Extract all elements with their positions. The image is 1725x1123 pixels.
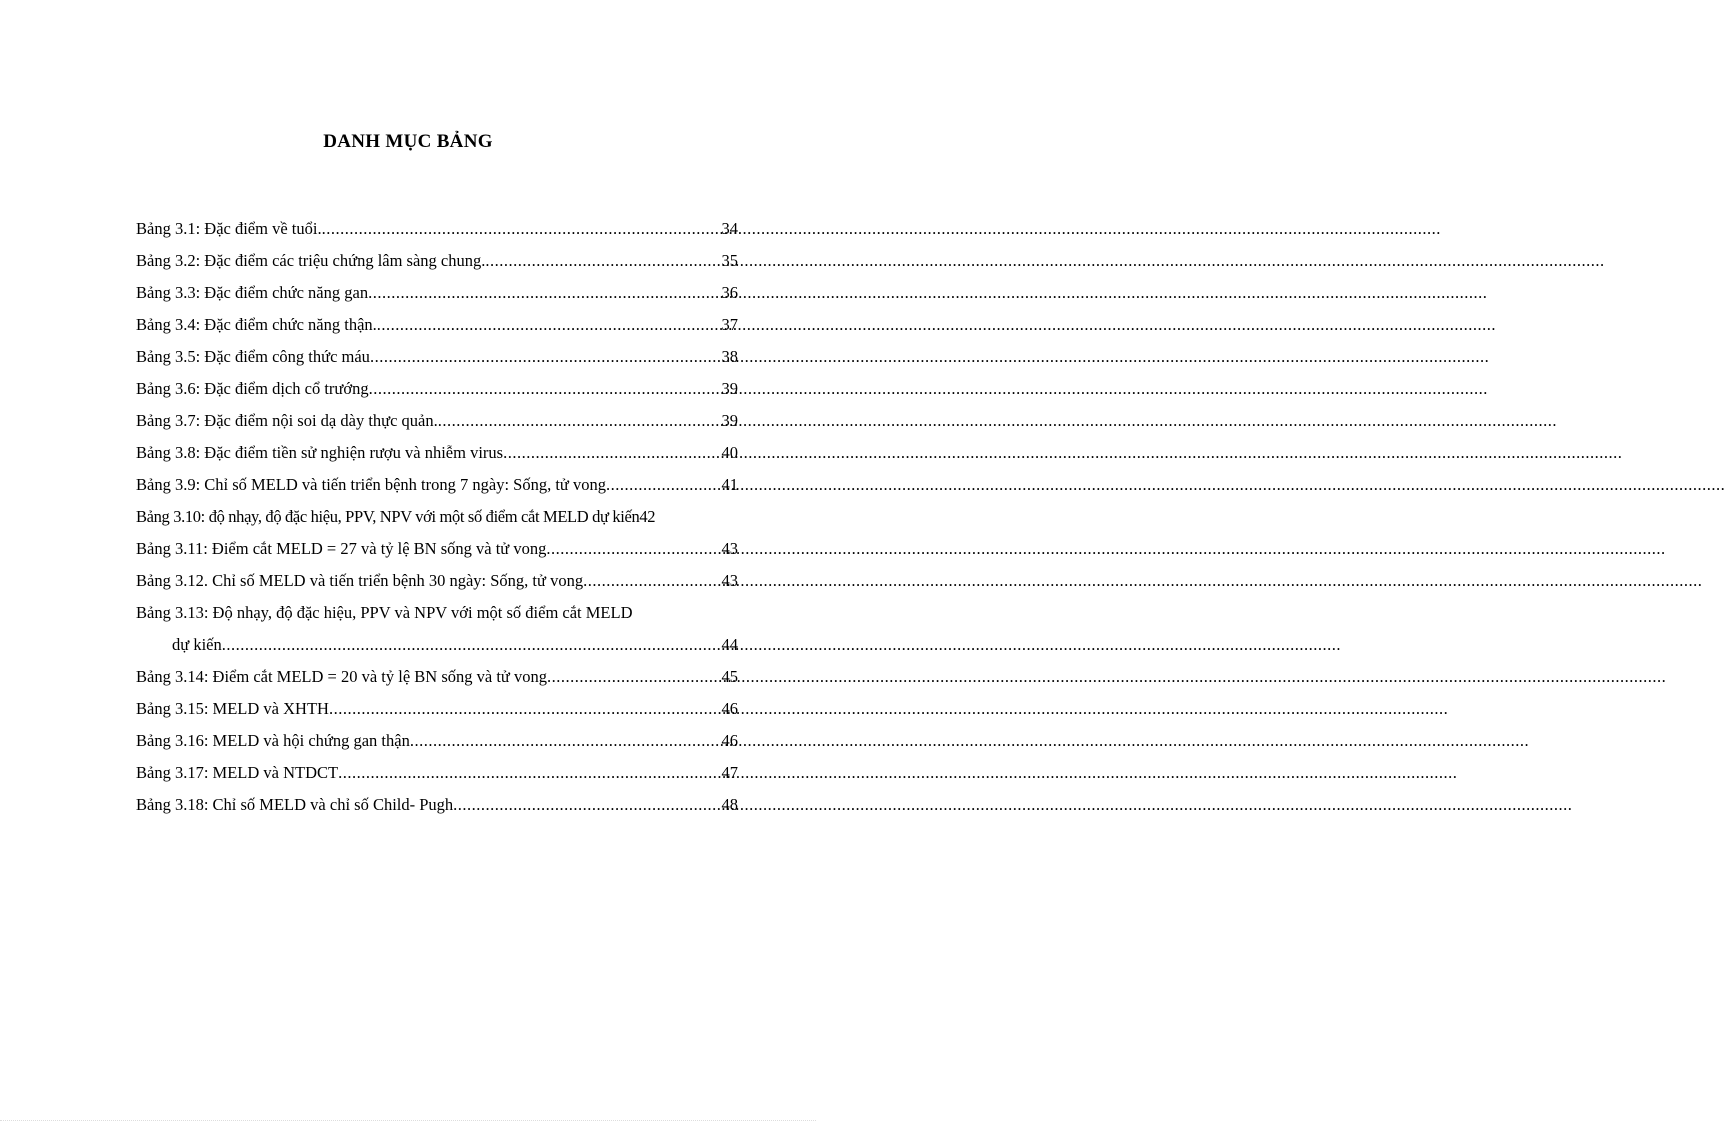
toc-entry[interactable] [136,665,738,697]
leader-dots [369,377,722,401]
toc-entry[interactable] [136,697,738,729]
toc-entry-page: 39 [721,411,738,430]
leader-dots [329,697,722,721]
toc-entry[interactable] [136,345,738,377]
leader-dots [546,537,721,561]
leader-dots [583,569,721,593]
toc-entry-label: Bảng 3.5: Đặc điểm công thức máu [136,347,370,366]
toc-entry-page: 44 [721,635,738,654]
toc-entry[interactable] [136,761,738,793]
toc-entry-label: Bảng 3.14: Điểm cắt MELD = 20 và tỷ lệ BN sống và tử vong [136,667,547,686]
toc-entry[interactable] [136,249,738,281]
toc-entry-continuation[interactable] [136,633,738,665]
toc-entry[interactable] [136,505,738,537]
toc-entry-label: Bảng 3.4: Đặc điểm chức năng thận. [136,315,377,334]
toc-entry[interactable] [136,601,738,633]
toc-entry[interactable] [136,281,738,313]
toc-entry-label: dự kiến [172,635,222,654]
toc-entry-label: Bảng 3.3: Đặc điểm chức năng gan [136,283,369,302]
toc-entry-page: 48 [721,795,738,814]
toc-entry[interactable] [136,441,738,473]
toc-entry[interactable] [136,793,738,825]
toc-entry[interactable] [136,569,738,601]
leader-dots [368,281,721,305]
toc-entry-label: Bảng 3.16: MELD và hội chứng gan thận [136,731,410,750]
toc-entry-label: Bảng 3.12. Chỉ số MELD và tiến triển bệnh 30 ngày: Sống, tử vong [136,571,584,590]
leader-dots [222,633,722,657]
toc-entry-label: Bảng 3.17: MELD và NTDCT [136,763,339,782]
toc-entry-page: 41 [721,475,738,494]
toc-entry-page: 38 [721,347,738,366]
toc-entry-label: Bảng 3.18: Chỉ số MELD và chỉ số Child- Pugh [136,795,454,814]
toc-entry-label: Bảng 3.1: Đặc điểm về tuổi. [136,219,322,238]
toc-entry-page: 39 [721,379,738,398]
leader-dots [503,441,721,465]
toc-entry-page: 34 [721,219,738,238]
toc-entry-page: 46 [721,731,738,750]
toc-entry-label: Bảng 3.15: MELD và XHTH [136,699,329,718]
toc-entry-page: 37 [721,315,738,334]
leader-dots [547,665,722,689]
page-bottom-rule [0,1120,816,1121]
toc-entry[interactable] [136,537,738,569]
toc-entry[interactable] [136,313,738,345]
toc-entry-label: Bảng 3.8: Đặc điểm tiền sử nghiện rượu và nhiễm virus [136,443,504,462]
toc-entry-label: Bảng 3.6: Đặc điểm dịch cổ trướng [136,379,369,398]
leader-dots [338,761,721,785]
toc-entry-page: 36 [721,283,738,302]
page-title: DANH MỤC BẢNG [323,131,493,152]
toc-entry-page: 46 [721,699,738,718]
toc-entry-label: Bảng 3.10: độ nhạy, độ đặc hiệu, PPV, NPV với một số điểm cắt MELD dự kiến [136,507,640,526]
leader-dots [453,793,721,817]
toc-entry-label: Bảng 3.9: Chỉ số MELD và tiến triển bệnh trong 7 ngày: Sống, tử vong [136,475,606,494]
leader-dots [485,249,721,273]
leader-dots [322,217,722,241]
toc-entry-label: Bảng 3.7: Đặc điểm nội soi dạ dày thực quản. [136,411,438,430]
table-of-contents [136,217,738,825]
toc-entry[interactable] [136,217,738,249]
toc-entry-page: 47 [721,763,738,782]
toc-entry-page: 35 [721,251,738,270]
toc-entry-label: Bảng 3.13: Độ nhạy, độ đặc hiệu, PPV và NPV với một số điểm cắt MELD [136,603,633,622]
toc-entry[interactable] [136,473,738,505]
leader-dots [370,345,722,369]
leader-dots [606,473,722,497]
toc-entry-page: 40 [721,443,738,462]
leader-dots [410,729,722,753]
leader-dots [377,313,722,337]
toc-entry-label: Bảng 3.11: Điểm cắt MELD = 27 và tỷ lệ BN sống và tử vong [136,539,547,558]
toc-entry-label: Bảng 3.2: Đặc điểm các triệu chứng lâm sàng chung. [136,251,486,270]
toc-entry-page: 42 [639,507,656,526]
toc-entry[interactable] [136,729,738,761]
toc-entry-page: 43 [721,571,738,590]
leader-dots [438,409,722,433]
toc-entry[interactable] [136,377,738,409]
toc-entry-page: 43 [721,539,738,558]
toc-entry-page: 45 [721,667,738,686]
toc-entry[interactable] [136,409,738,441]
